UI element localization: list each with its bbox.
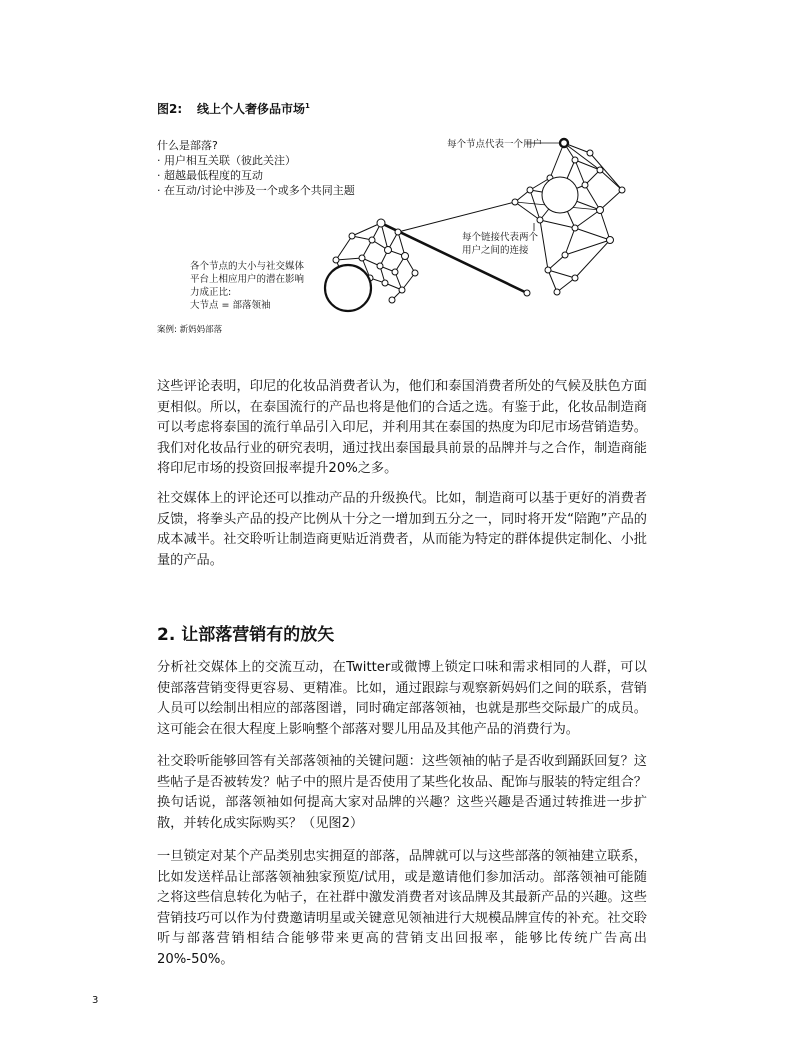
callout-link-line: 每个链接代表两个 — [462, 232, 539, 243]
callout-size-line: 平台上相应用户的潜在影响 — [190, 274, 305, 285]
case-label: 案例: 新妈妈部落 — [157, 325, 223, 335]
paragraph: 一旦锁定对某个产品类别忠实拥趸的部落，品牌就可以与这些部落的领袖建立联系，比如发送样品让部落领袖独家预览/试用，或是邀请他们参加活动。部落领袖可能随之将这些信息转化为帖子，在社群中激发消费者对该品牌及其最新产品的兴趣。这些营销技巧可以作为付费邀请明星或关键意见领袖进行大规模品牌宣传的补充。社交聆听与部落营销相结合能够带来更高的营销支出回报率，能够比传统广告高出20%-50%。 — [157, 849, 647, 967]
callout-size — [190, 260, 304, 312]
paragraph: 社交聆听能够回答有关部落领袖的关键问题：这些领袖的帖子是否收到踊跃回复？这些帖子是否被转发？帖子中的照片是否使用了某些化妆品、配饰与服装的特定组合？换句话说，部落领袖如何提高大家对品牌的兴趣？这些兴趣是否通过转推进一步扩散，并转化成实际购买？（见图2） — [157, 754, 647, 831]
callout-link-line: 用户之间的连接 — [462, 245, 529, 256]
figure-label: 图2: — [157, 102, 183, 116]
section-heading: 2. 让部落营销有的放矢 — [157, 625, 335, 645]
tribe-question: 什么是部落? — [157, 139, 218, 152]
callout-size-line: 力成正比: — [190, 287, 232, 298]
tribe-point: · 用户相互关联（彼此关注） — [157, 154, 296, 167]
tribe-point: · 在互动/讨论中涉及一个或多个共同主题 — [157, 184, 355, 197]
paragraph: 这些评论表明，印尼的化妆品消费者认为，他们和泰国消费者所处的气候及肤色方面更相似。所以，在泰国流行的产品也将是他们的合适之选。有鉴于此，化妆品制造商可以考虑将泰国的流行单品引入印尼，并利用其在泰国的热度为印尼市场营销造势。我们对化妆品行业的研究表明，通过找出泰国最具前景的品牌并与之合作，制造商能将印尼市场的投资回报率提升20%之多。 — [157, 379, 647, 477]
page-number: 3 — [92, 995, 99, 1006]
callout-link — [462, 231, 538, 257]
paragraph: 分析社交媒体上的交流互动，在Twitter或微博上锁定口味和需求相同的人群，可以使部落营销变得更容易、更精准。比如，通过跟踪与观察新妈妈们之间的联系，营销人员可以绘制出相应的部落图谱，同时确定部落领袖，也就是那些交际最广的成员。这可能会在很大程度上影响整个部落对婴儿用品及其他产品的消费行为。 — [157, 660, 647, 737]
tribe-network-diagram — [0, 0, 793, 360]
paragraph: 社交媒体上的评论还可以推动产品的升级换代。比如，制造商可以基于更好的消费者反馈，将拳头产品的投产比例从十分之一增加到五分之一，同时将开发“陪跑”产品的成本减半。社交聆听让制造商更贴近消费者，从而能为特定的群体提供定制化、小批量的产品。 — [157, 491, 647, 568]
figure-title-text: 线上个人奢侈品市场 — [197, 102, 306, 116]
tribe-point: · 超越最低程度的互动 — [157, 169, 263, 182]
figure-footnote-mark: 1 — [305, 102, 310, 110]
callout-size-line: 各个节点的大小与社交媒体 — [190, 261, 305, 272]
callout-size-line: 大节点 = 部落领袖 — [190, 300, 271, 311]
callout-node: 每个节点代表一个用户 — [447, 139, 543, 150]
